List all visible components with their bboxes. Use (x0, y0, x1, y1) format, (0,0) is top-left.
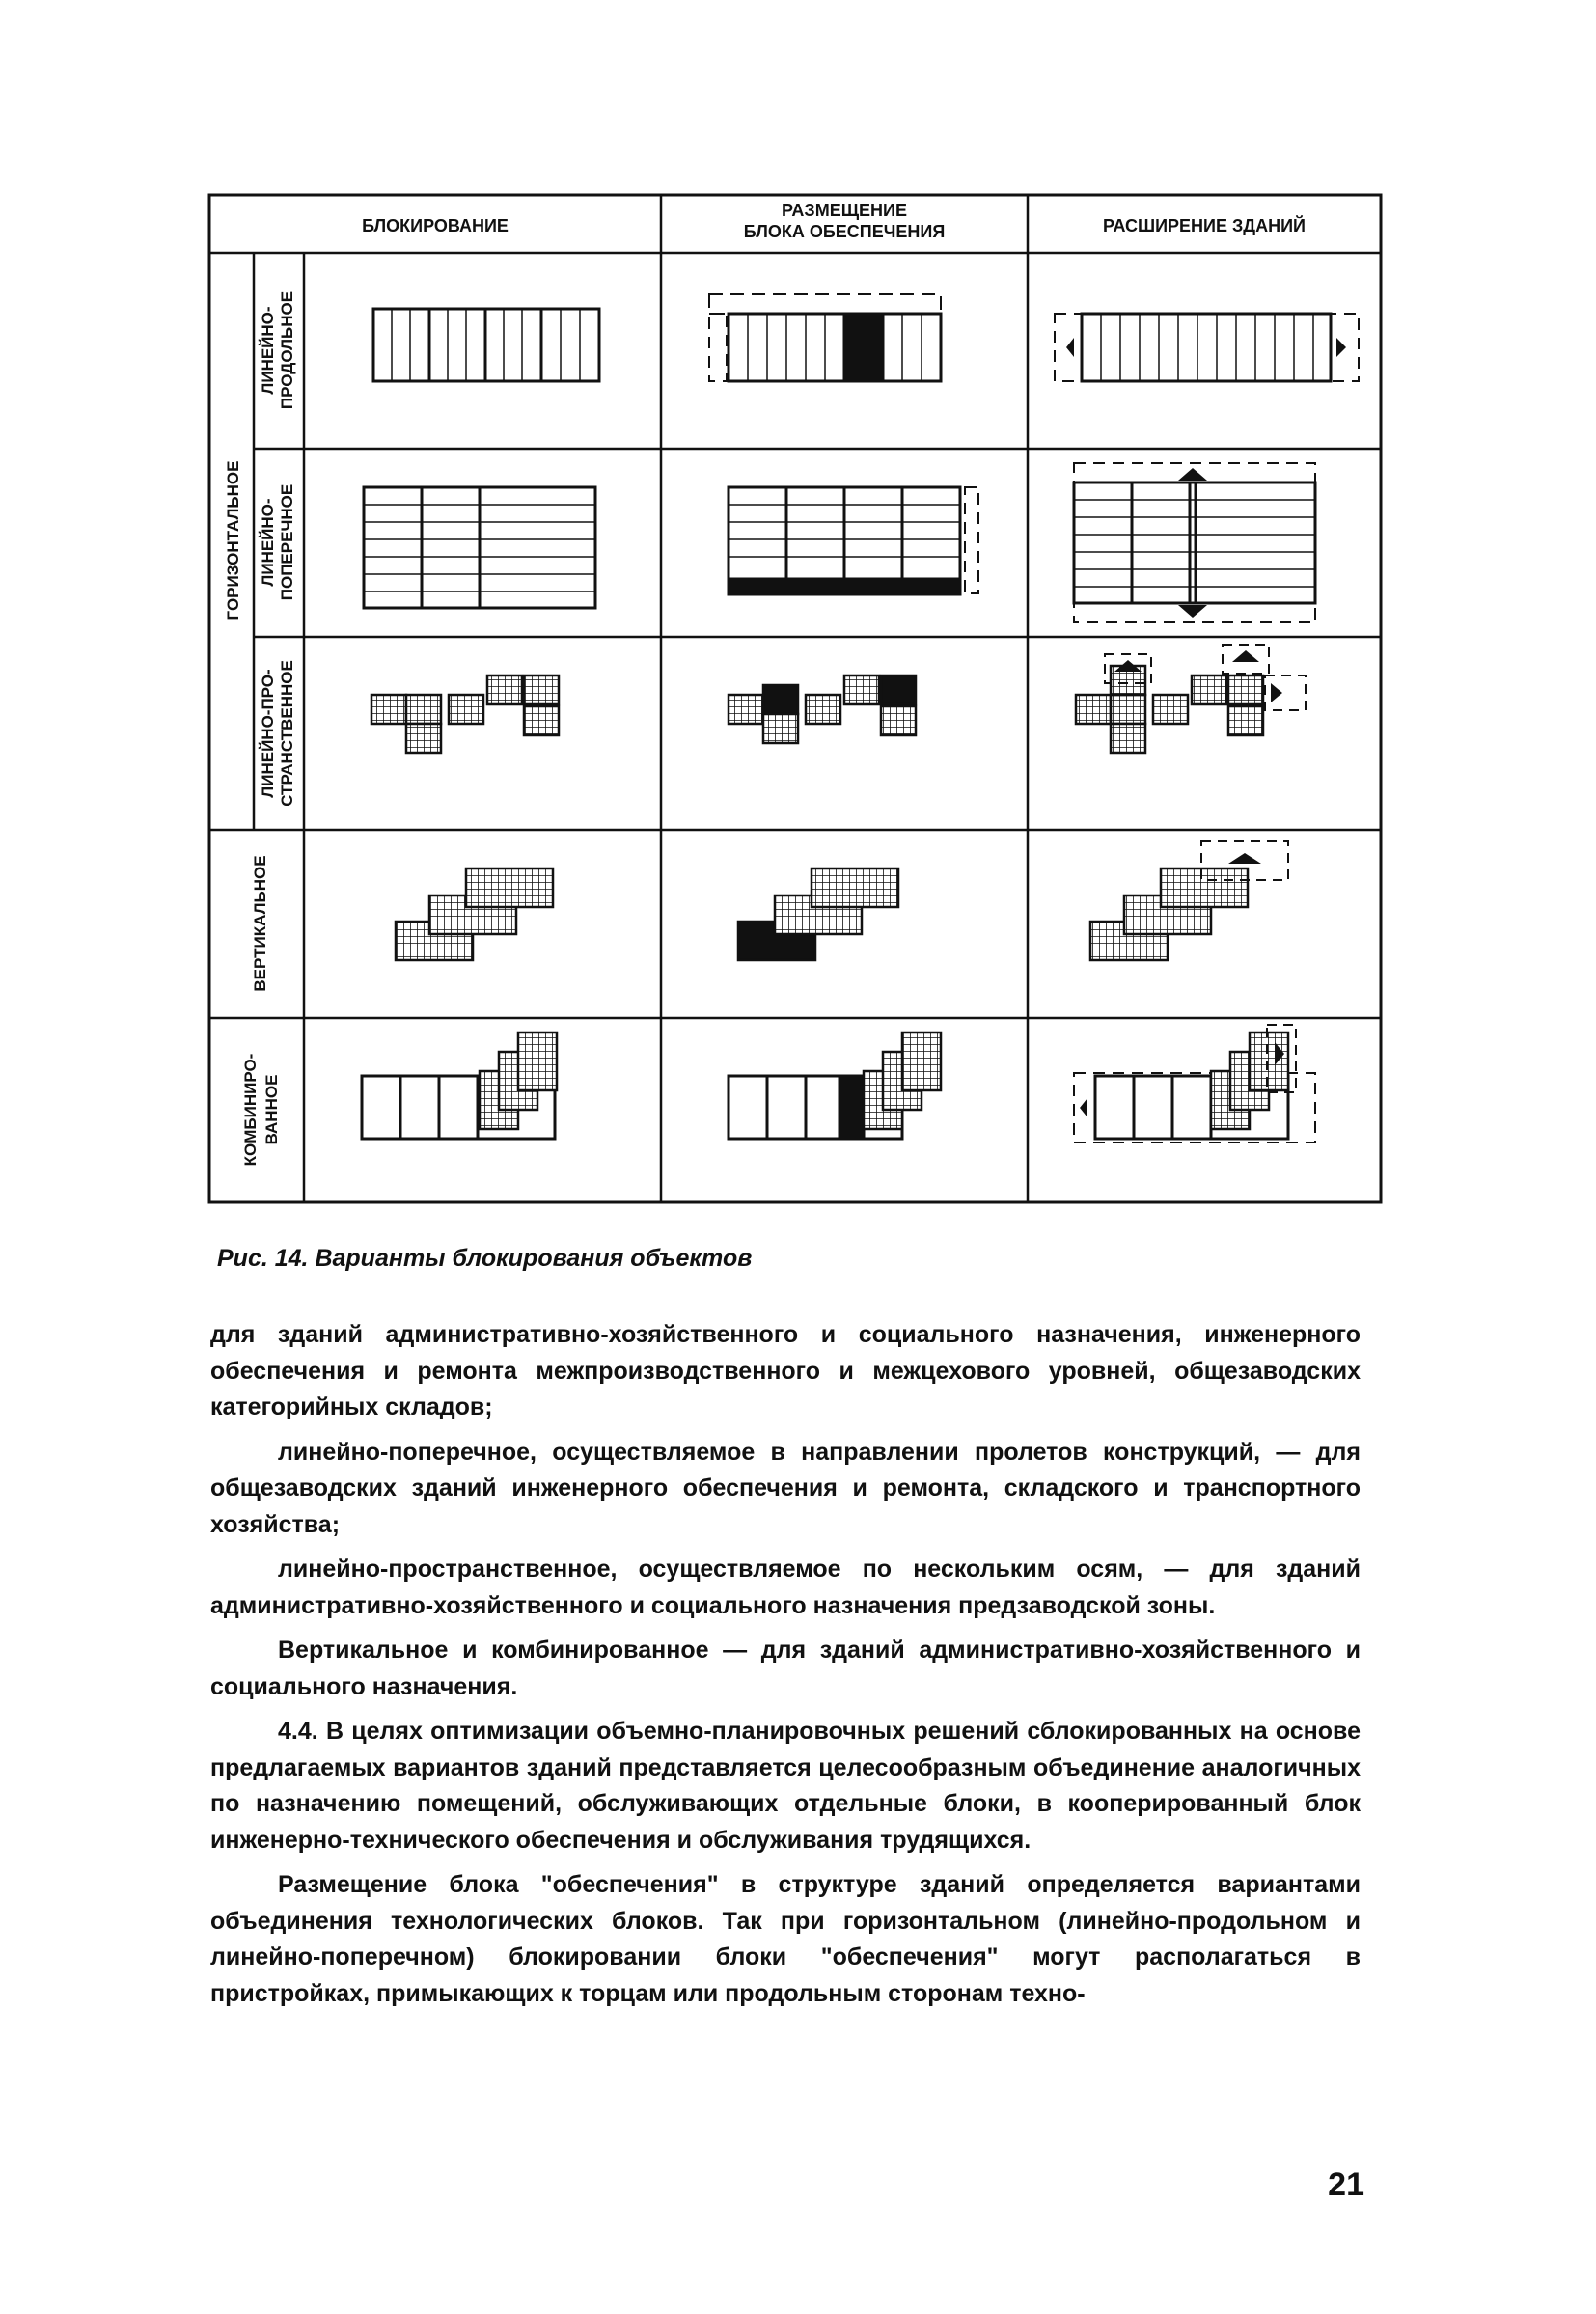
row-label-5a: КОМБИНИРО- (241, 1053, 260, 1167)
row1-placement-diagram (709, 294, 941, 381)
row3-blocking-diagram (371, 675, 559, 753)
row4-placement-diagram (738, 868, 898, 960)
figure-caption: Рис. 14. Варианты блокирования объектов (217, 1245, 753, 1272)
row2-expansion-diagram (1074, 463, 1315, 622)
row5-blocking-diagram (362, 1033, 557, 1139)
header-expansion: РАСШИРЕНИЕ ЗДАНИЙ (1103, 216, 1306, 235)
row-label-2a: ЛИНЕЙНО- (259, 498, 277, 587)
row3-placement-diagram (729, 675, 916, 743)
body-text (210, 1317, 1361, 2012)
header-blocking: БЛОКИРОВАНИЕ (362, 216, 509, 235)
row5-placement-diagram (729, 1033, 941, 1139)
page-number: 21 (1328, 2166, 1364, 2203)
group-horizontal-label: ГОРИЗОНТАЛЬНОЕ (224, 460, 242, 620)
header-placement-1: РАЗМЕЩЕНИЕ (782, 201, 907, 220)
row4-blocking-diagram (396, 868, 553, 960)
row1-expansion-diagram (1055, 314, 1359, 381)
row3-expansion-diagram (1076, 645, 1306, 753)
row-label-3b: СТРАНСТВЕННОЕ (278, 660, 296, 807)
paragraph-6: Размещение блока "обеспечения" в структуре зданий определяется вариантами объединения технологических блоков. Так при горизонтальном (линейно-продольном и линейно-поперечном) блокировании блоки "обеспечения" могут располагаться в пристройках, примыкающих к торцам или продольным сторонам техно- (210, 1871, 1361, 2007)
row1-blocking-diagram (373, 309, 599, 381)
row-label-5b: ВАННОЕ (262, 1074, 281, 1145)
row-label-2b: ПОПЕРЕЧНОЕ (278, 483, 296, 601)
paragraph-1: для зданий административно-хозяйственного и социального назначения, инженерного обеспечения и ремонта межпроизводственного и межцехового уровней, общезаводских категорийных складов; (210, 1321, 1361, 1420)
blocking-variants-figure (207, 193, 1385, 1206)
row5-expansion-diagram (1074, 1025, 1315, 1143)
paragraph-5-text: В целях оптимизации объемно-планировочных решений сблокированных на основе предлагаемых вариантов зданий представляется целесообразным объединение аналогичных по назначению помещений, обслуживающих отдельные блоки, в кооперированный блок инженерно-технического обеспечения и обслуживания трудящихся. (210, 1718, 1361, 1854)
row-label-vertical: ВЕРТИКАЛЬНОЕ (251, 855, 269, 992)
paragraph-4: Вертикальное и комбинированное — для зданий административно-хозяйственного и социального назначения. (210, 1637, 1361, 1700)
row4-expansion-diagram (1090, 841, 1288, 960)
row-label-3a: ЛИНЕЙНО-ПРО- (259, 669, 277, 798)
paragraph-3: линейно-пространственное, осуществляемое по нескольким осям, — для зданий административно-хозяйственного и социального назначения предзаводской зоны. (210, 1556, 1361, 1619)
row2-placement-diagram (729, 487, 978, 594)
row-label-1a: ЛИНЕЙНО- (259, 306, 277, 395)
paragraph-5 (210, 1714, 1361, 1859)
paragraph-2: линейно-поперечное, осуществляемое в направлении пролетов конструкций, — для общезаводских зданий инженерного обеспечения и ремонта, складского и транспортного хозяйства; (210, 1438, 1361, 1538)
section-number: 4.4. (278, 1718, 318, 1745)
row-label-1b: ПРОДОЛЬНОЕ (278, 290, 296, 410)
row2-blocking-diagram (364, 487, 595, 608)
header-placement-2: БЛОКА ОБЕСПЕЧЕНИЯ (743, 222, 946, 241)
